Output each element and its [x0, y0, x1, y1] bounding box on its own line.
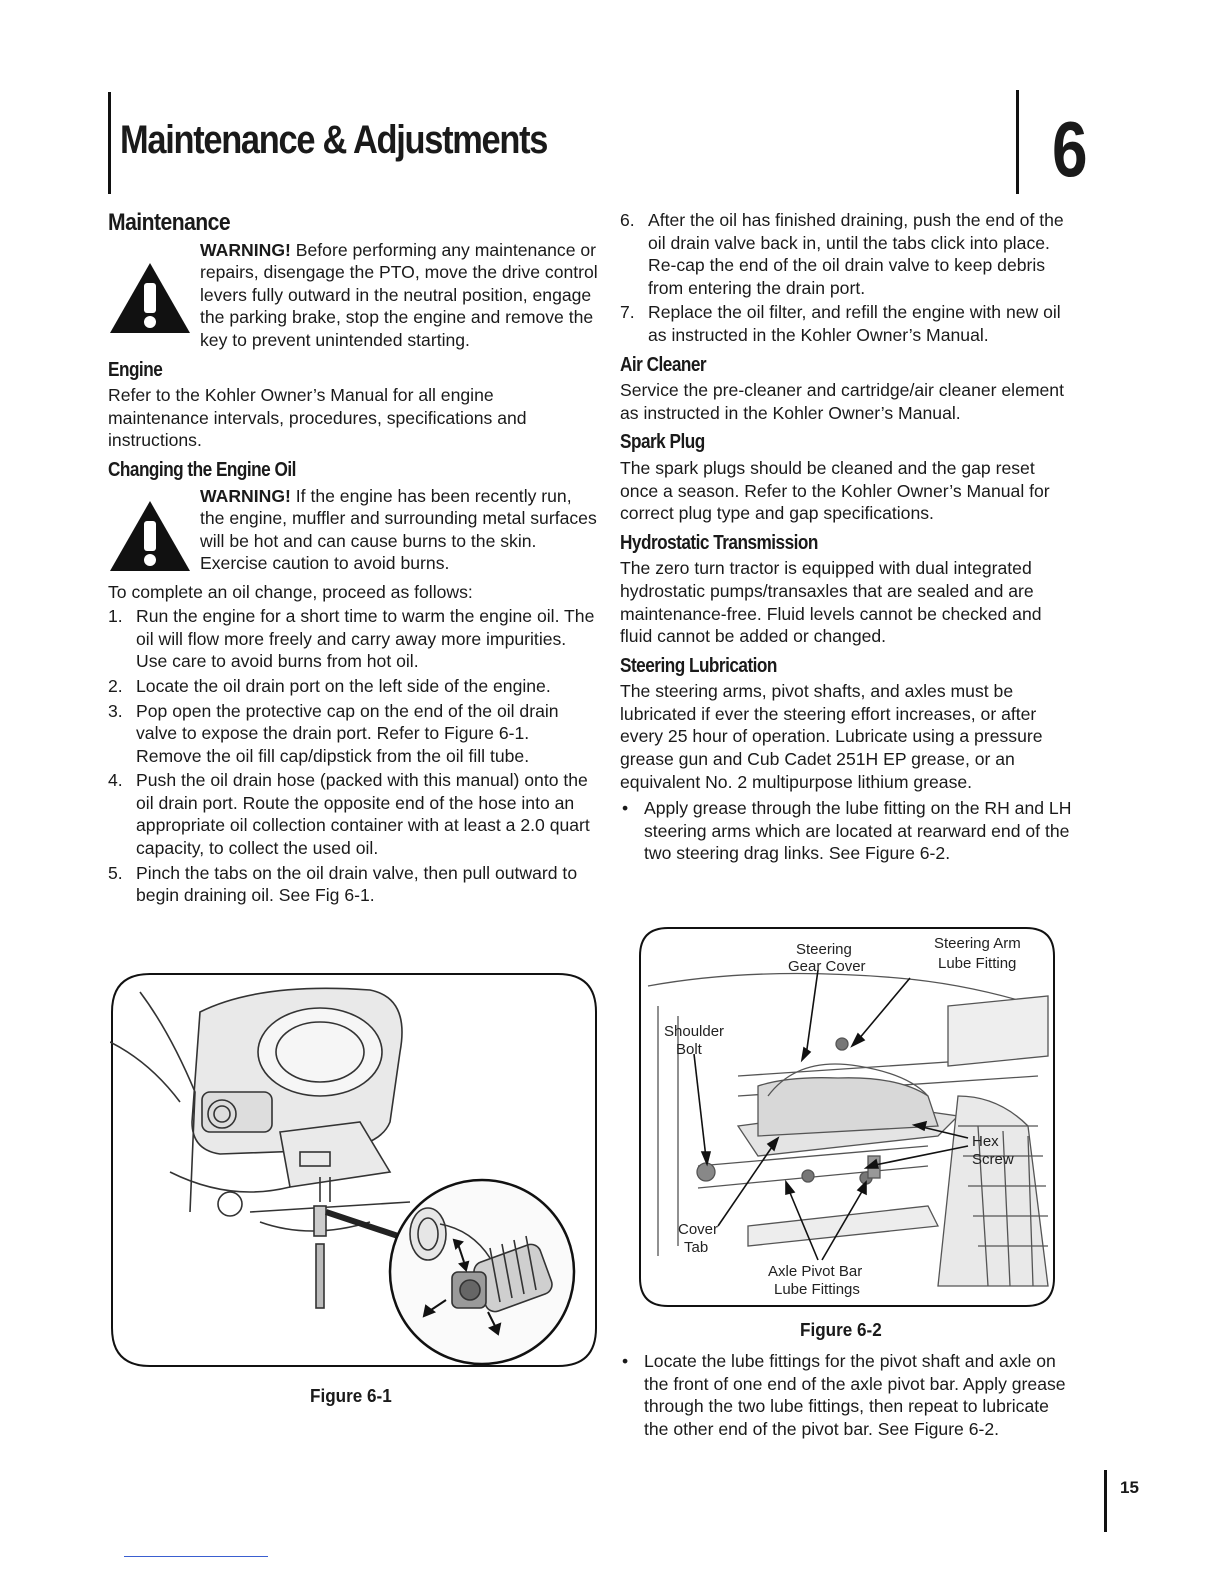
warning-block-1	[108, 239, 598, 352]
figure-6-1-caption: Figure 6-1	[310, 1386, 392, 1406]
warning-text-2: WARNING! If the engine has been recently run, the engine, muffler and surrounding metal surfaces will be hot and can cause burns to the skin. Exercise caution to avoid burns.	[200, 485, 597, 574]
warning-block-2	[108, 485, 598, 577]
heading-engine: Engine	[108, 358, 163, 381]
air-cleaner-text: Service the pre-cleaner and cartridge/air cleaner element as instructed in the Kohler Owner’s Manual.	[620, 380, 1064, 423]
left-column	[108, 209, 598, 909]
title-rule-left	[108, 92, 111, 194]
label-axle-pivot-2: Lube Fittings	[774, 1281, 860, 1298]
label-cover-tab: Cover	[678, 1221, 719, 1238]
label-steering-arm: Steering Arm	[934, 935, 1021, 952]
figure-6-2-caption: Figure 6-2	[800, 1320, 882, 1340]
steering-text: The steering arms, pivot shafts, and axles must be lubricated if ever the steering effort increases, or after every 25 hour of operation. Lubricate using a pressure grease gun and Cub Cadet 251H EP grease, or an equivalent No. 2 multipurpose lithium grease.	[620, 681, 1043, 792]
warning-label-1: WARNING!	[200, 239, 291, 260]
label-steering-gear-cover-2: Gear Cover	[788, 958, 866, 975]
warning-text-1: WARNING! Before performing any maintenance or repairs, disengage the PTO, move the drive control levers fully outward in the neutral position, engage the parking brake, stop the engine and remove the key to prevent unintended starting.	[200, 239, 598, 350]
right-column	[620, 209, 1075, 865]
heading-hydrostatic: Hydrostatic Transmission	[620, 531, 818, 554]
label-hex-screw-2: Screw	[972, 1151, 1014, 1168]
label-shoulder-bolt-2: Bolt	[676, 1041, 702, 1058]
warning-triangle-icon	[108, 261, 192, 335]
figure-6-1-engine-oil-drain	[110, 972, 598, 1368]
figure-6-2-steering-lube	[638, 926, 1056, 1308]
list-item: 5. Pinch the tabs on the oil drain valve, then pull outward to begin draining oil. See Fig 6-1.	[108, 862, 578, 906]
heading-spark-plug: Spark Plug	[620, 431, 705, 454]
page-number: 15	[1120, 1478, 1139, 1497]
heading-changing-oil: Changing the Engine Oil	[108, 458, 296, 481]
list-item: • Apply grease through the lube fitting on the RH and LH steering arms which are located at rearward end of the two steering drag links. See Figure 6-2.	[622, 798, 1072, 864]
page-title: Maintenance & Adjustments	[120, 118, 548, 162]
oil-steps-list	[108, 605, 598, 907]
chapter-number: 6	[1052, 105, 1088, 193]
list-item: 4. Push the oil drain hose (packed with this manual) onto the oil drain port. Route the opposite end of the hose into an appropriate oil collection container with at least a 2.0 quart capacity, to collect the used oil.	[108, 770, 590, 859]
label-hex-screw: Hex	[972, 1133, 999, 1150]
list-item: 2. Locate the oil drain port on the left side of the engine.	[108, 675, 551, 696]
section-title-maintenance: Maintenance	[108, 209, 231, 236]
label-steering-arm-2: Lube Fitting	[938, 955, 1017, 972]
list-item: 3. Pop open the protective cap on the end of the oil drain valve to expose the drain port. Refer to Figure 6-1. Remove the oil fill cap/dipstick from the oil fill tube.	[108, 700, 559, 766]
warning-label-2: WARNING!	[200, 485, 291, 506]
oil-steps-list-continued	[620, 209, 1075, 347]
heading-air-cleaner: Air Cleaner	[620, 353, 707, 376]
steering-bullet-list	[620, 797, 1075, 865]
list-item: 7. Replace the oil filter, and refill the engine with new oil as instructed in the Kohler Owner’s Manual.	[620, 302, 1061, 345]
page-number-rule	[1104, 1470, 1107, 1532]
label-steering-gear-cover: Steering	[796, 941, 852, 958]
oil-intro: To complete an oil change, proceed as follows:	[108, 581, 473, 602]
label-shoulder-bolt: Shoulder	[664, 1023, 725, 1040]
list-item: • Locate the lube fittings for the pivot shaft and axle on the front of one end of the axle pivot bar. Apply grease through the two lube fittings, then repeat to lubricate the other end of the pivot bar. See Figure 6-2.	[622, 1351, 1066, 1439]
footer-link-line	[124, 1556, 268, 1557]
heading-steering-lubrication: Steering Lubrication	[620, 654, 777, 677]
label-cover-tab-2: Tab	[684, 1239, 709, 1256]
pivot-bullet-list	[620, 1350, 1075, 1440]
engine-text: Refer to the Kohler Owner’s Manual for all engine maintenance intervals, procedures, specifications and instructions.	[108, 385, 527, 451]
list-item: 1. Run the engine for a short time to warm the engine oil. The oil will flow more freely and carry away more impurities. Use care to avoid burns from hot oil.	[108, 606, 595, 672]
right-column-bottom	[620, 1350, 1075, 1440]
warning-triangle-icon	[108, 499, 192, 573]
hydrostatic-text: The zero turn tractor is equipped with dual integrated hydrostatic pumps/transaxles that are sealed and are maintenance-free. Fluid levels cannot be checked and fluid cannot be added or changed.	[620, 558, 1042, 647]
list-item: 6. After the oil has finished draining, push the end of the oil drain valve back in, until the tabs click into place. Re-cap the end of the oil drain valve to keep debris from entering the drain port.	[620, 210, 1064, 298]
spark-plug-text: The spark plugs should be cleaned and the gap reset once a season. Refer to the Kohler Owner’s Manual for correct plug type and gap specifications.	[620, 457, 1050, 524]
title-rule-right	[1016, 90, 1019, 194]
label-axle-pivot: Axle Pivot Bar	[768, 1263, 863, 1280]
